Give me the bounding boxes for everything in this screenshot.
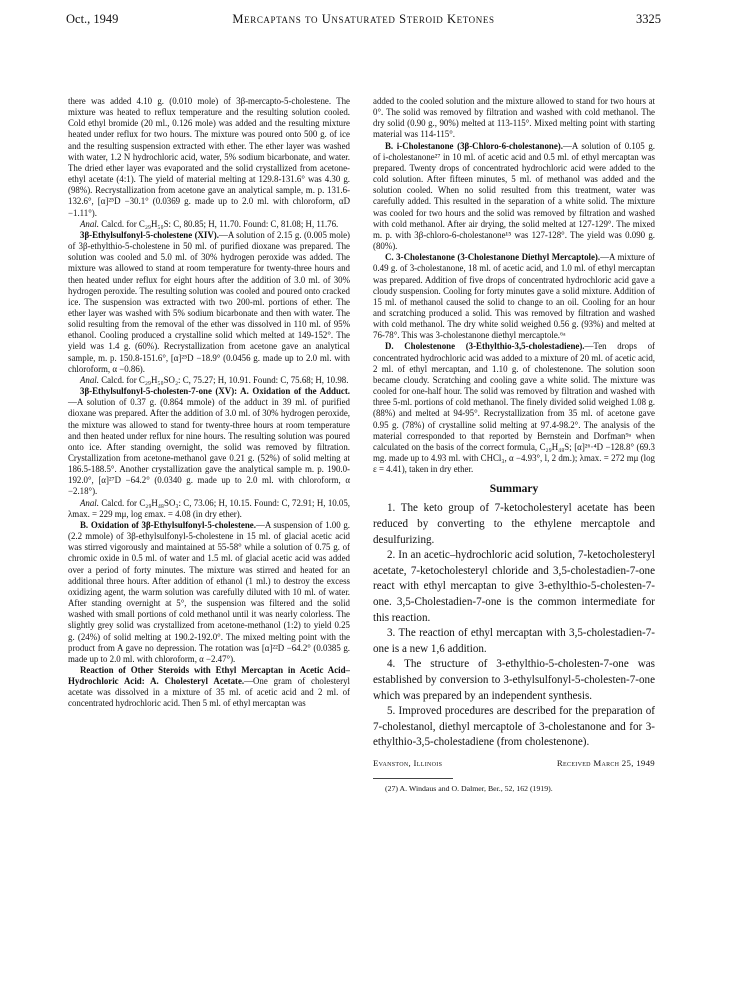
received-date: Received March 25, 1949 [556,757,655,768]
summary-section [373,501,655,751]
summary-item: 5. Improved procedures are described for the preparation of 7-cholestanol, diethyl mercaptole of 3-cholestanone and for 3-ethylthio-3,5-cholestadiene (from cholestenone). [373,705,655,749]
anal-text: Calcd. for C₂₉H₄₈SO₃: C, 73.06; H, 10.15. Found: C, 72.91; H, 10.05, λmax. = 229 mμ, log εmax. = 4.08 (in dry ether). [68,497,351,519]
section-paragraph [68,386,350,498]
summary-heading: Summary [489,483,539,496]
section-heading: D. Cholestenone (3-Ethylthio-3,5-cholestadiene). [385,341,585,352]
section-heading: B. Oxidation of 3β-Ethylsulfonyl-5-cholestene. [80,519,256,530]
section-paragraph [373,341,655,475]
analysis-paragraph [68,375,350,386]
anal-label: Anal. [80,218,99,229]
section-heading: Reaction of Other Steroids with Ethyl Mercaptan in Acetic Acid–Hydrochloric Acid: A. Cholesteryl Acetate. [68,664,350,687]
section-heading: C. 3-Cholestanone (3-Cholestanone Diethyl Mercaptole). [385,252,601,263]
section-text: —A mixture of 0.49 g. of 3-cholestanone, 18 ml. of acetic acid, and 1.0 ml. of ethyl mercaptan was prepared. Addition of five drops of concentrated hydrochloric acid gave a cloudy suspension. Cooling for forty minutes gave a solid mixture. Addition of 15 ml. of methanol caused the solid to change to an oil. Cooling for an hour and scratching produced a solid. This was removed by filtration and washed with cold methanol. The dry white solid weighed 0.56 g. (93%) and melted at 76-78°. This was 3-cholestanone diethyl mercaptole.⁶ᵃ [373,252,655,341]
section-paragraph [373,252,655,341]
right-column [373,96,655,794]
section-heading: B. i-Cholestanone (3β-Chloro-6-cholestanone). [385,140,563,151]
page-number: 3325 [636,12,661,26]
section-paragraph [68,665,350,710]
section-heading: 3β-Ethylsulfonyl-5-cholesten-7-one (XV): A. Oxidation of the Adduct. [80,386,350,397]
section-text: —A solution of 0.37 g. (0.864 mmole) of the adduct in 39 ml. of purified dioxane was prepared. After the addition of 3.0 ml. of 30% hydrogen peroxide, the mixture was allowed to stand for twenty-three hours at room temperature and then heated under reflux for nine hours. The resulting solution was poured onto ice. After standing overnight, the solid was removed by filtration. Crystallization from acetone-methanol gave 0.21 g. (52%) of solid melting at 186.5-188.5°. Another crystallization gave the analytical sample m. p. 190.0-192.0°, [α]²⁷D −64.2° (0.0340 g. made up to 2.0 ml. with chloroform, α −2.18°). [68,397,350,497]
section-text: —Ten drops of concentrated hydrochloric acid was added to a mixture of 20 ml. of acetic acid, 2 ml. of ethyl mercaptan, and 1.10 g. of cholestenone. The solution soon became cloudy. Scratching and cooling gave a white solid. The mixture was cooled for one-half hour. The solid was removed by filtration and washed with three 5-ml. portions of cold methanol. The finely divided solid weighed 1.08 g. (88%) and melted at 94-95°. Recrystallization from 35 ml. of acetone gave 0.95 g. (78%) of crystalline solid melting at 97.4-98.2°. The analysis of the material corresponded to that reported by Bernstein and Dorfman⁹ᵃ when calculated on the basis of the correct formula, C₂₉H₄₈S; [α]²⁶·⁴D −128.8° (69.3 mg. made up to 4.93 ml. with CHCl₃, α −4.93°, l, 2 dm.); λmax. = 272 mμ (log ε = 4.41), taken in dry ether. [373,341,655,475]
anal-text: Calcd. for C₂₉H₅₀SO₂: C, 75.27; H, 10.91. Found: C, 75.68; H, 10.98. [101,374,349,385]
section-paragraph [68,520,350,665]
section-paragraph [373,141,655,253]
summary-item: 3. The reaction of ethyl mercaptan with 3,5-cholestadien-7-one is a new 1,6 addition. [373,627,655,655]
section-text: —A solution of 2.15 g. (0.005 mole) of 3β-ethylthio-5-cholestene in 50 ml. of purified dioxane was prepared. The solution was cooled and 5.0 ml. of 30% hydrogen peroxide was added. The mixture was allowed to stand at room temperature for twenty-three hours and then heated under reflux for eight hours after the addition of 3.0 ml. of 30% hydrogen peroxide. The resulting solution was cooled and poured onto cracked ice. The suspension was extracted with two 200-ml. portions of ether. The ether layer was washed with 5% sodium bicarbonate and then with water. The solid resulting from the removal of the ether was dissolved in 110 ml. of 95% ethanol. Cooling produced a crystalline solid which melted at 149-152°. The yield was 1.4 g. (60%). Recrystallization from acetone gave an analytical sample, m. p. 150.8-151.6°, [α]²⁵D −18.9° (0.0456 g. made up to 2.0 ml. with chloroform, α −0.86). [68,229,350,374]
section-text: —A suspension of 1.00 g. (2.2 mmole) of 3β-ethylsulfonyl-5-cholestene in 15 ml. of glacial acetic acid was stirred vigorously and maintained at 55-58° while a solution of 0.75 g. of chromic oxide in 0.5 ml. of water and 1.5 ml. of glacial acetic acid was added over a period of forty minutes. The mixture was stirred and heated for an additional three hours. After addition of ethanol (1 ml.) to destroy the excess oxidizing agent, the warm solution was carefully diluted with 10 ml. of water. After standing overnight at 5°, the suspension was filtered and the solid washed with small portions of cold methanol until it was nearly colorless. The slightly grey solid was crystallized from acetone-methanol (1:2) to yield 0.25 g. (24%) of solid melting at 190.2-192.0°. The mixed melting point with the product from A gave no depression. The rotation was [α]²²D −64.2° (0.0385 g. made up to 2.0 ml. with chloroform, α −2.47°). [68,519,350,664]
summary-item: 1. The keto group of 7-ketocholesteryl acetate has been reduced by converting to the ethylene mercaptole and desulfurizing. [373,502,655,546]
paragraph: added to the cooled solution and the mixture allowed to stand for two hours at 0°. The solid was removed by filtration and washed with cold methanol. The dry solid (0.90 g., 90%) melted at 113-115°. Mixed melting point with starting material was 114-115°. [373,96,655,140]
page-header [66,12,661,30]
footnote-divider [373,778,453,779]
location: Evanston, Illinois [373,757,443,768]
header-title: Mercaptans to Unsaturated Steroid Ketones [232,12,495,26]
signature-line [373,758,655,769]
analysis-paragraph [68,219,350,230]
summary-item: 2. In an acetic–hydrochloric acid solution, 7-ketocholesteryl acetate, 7-ketocholesteryl chloride and 3,5-cholestadien-7-one react with ethyl mercaptan to give 3-ethylthio-5-cholesten-7-one. 3,5-Cholestadien-7-one is the common intermediate for this reaction. [373,549,655,624]
summary-item: 4. The structure of 3-ethylthio-5-cholesten-7-one was established by conversion to 3-ethylsulfonyl-5-cholesten-7-one which was prepared by an independent synthesis. [373,658,655,702]
paragraph: there was added 4.10 g. (0.010 mole) of 3β-mercapto-5-cholestene. The mixture was heated to reflux temperature and the resulting solution cooled. Cold ethyl bromide (20 ml., 0.126 mole) was added and the resulting mixture heated under reflux for two hours. The mixture was poured onto 500 g. of ice and the resulting suspension extracted with ether. The ether layer was washed with water, 1.2 N hydrochloric acid, water, 5% sodium bicarbonate, and water. The dried ether layer was evaporated and the solid crystallized from acetone-ethyl acetate (4:1). The yield of material melting at 129.8-131.6° was 4.30 g. (98%). Recrystallization from acetone gave an analytical sample, m. p. 131.6-132.6°, [α]²⁵D −30.1° (0.0369 g. made up to 2.0 ml. with chloroform, αD −1.11°). [68,96,350,218]
anal-label: Anal. [80,374,99,385]
section-paragraph [68,230,350,375]
section-heading: 3β-Ethylsulfonyl-5-cholestene (XIV). [80,229,219,240]
section-text: —A solution of 0.105 g. of i-cholestanone²⁷ in 10 ml. of acetic acid and 0.5 ml. of ethyl mercaptan was prepared. Twenty drops of concentrated hydrochloric acid were added to the cold solution. After fifteen minutes, 5 ml. of methanol was added and the solution cooled. When no solid resulted from this treatment, water was carefully added. This resulted in the separation of a white solid. The mixture was cooled for two hours and the solid was removed by filtration and washed with cold methanol. After air drying, the solid melted at 127-129°. The mixed m. p. with 3β-chloro-6-cholestanone¹⁵ was 127-128°. The yield was 0.090 g. (80%). [373,140,655,252]
analysis-paragraph [68,498,350,520]
anal-text: Calcd. for C₂₉H₅₀S: C, 80.85; H, 11.70. Found: C, 81.08; H, 11.76. [101,218,339,229]
header-date: Oct., 1949 [66,12,119,26]
left-column [68,96,350,710]
section-text: —One gram of cholesteryl acetate was dissolved in a mixture of 35 ml. of acetic acid and 2 ml. of concentrated hydrochloric acid. Then 5 ml. of ethyl mercaptan was [68,676,350,709]
anal-label: Anal. [80,497,99,508]
footnote: (27) A. Windaus and O. Dalmer, Ber., 52, 162 (1919). [385,784,553,794]
